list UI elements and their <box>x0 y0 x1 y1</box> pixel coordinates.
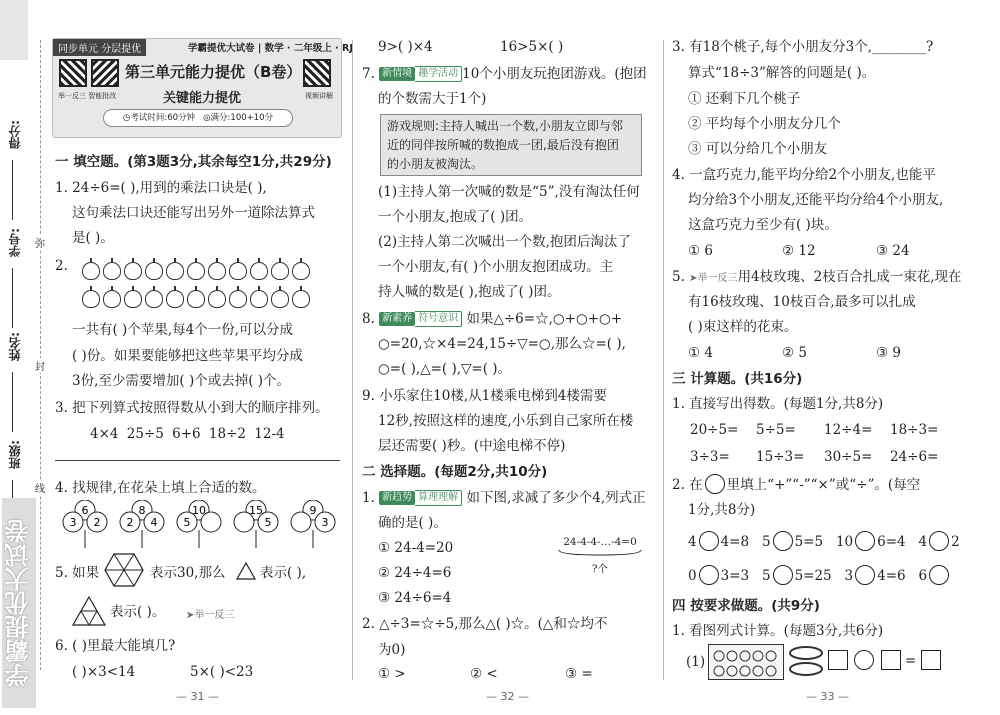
c3-option-2: ② 平均每个小朋友分几个 <box>688 116 841 132</box>
q1-line-b: 这句乘法口诀还能写出另外一道除法算式 <box>72 205 315 221</box>
c5-line-c: ( )束这样的花束。 <box>688 319 798 335</box>
k2-line-a <box>672 474 920 495</box>
game-rule-box <box>380 114 642 176</box>
rule-line-c: 的小朋友被淘汰。 <box>387 157 484 171</box>
q9-line-c: 层还需要( )秒。(中途电梯不停) <box>378 438 566 454</box>
q7-text-a: 10个小朋友玩抱团游戏。(抱团 <box>462 66 647 82</box>
q7-line-b: 的个数需大于1个) <box>378 91 487 107</box>
hexagon-icon <box>104 552 144 588</box>
q5-text-b: 表示30,那么 <box>150 565 226 581</box>
operator-term: 4=8 <box>720 534 750 550</box>
c3-line-a: 3. 有18个桃子,每个小朋友分3个,________? <box>672 39 934 55</box>
q7-1-b: 一个小朋友,抱成了( )团。 <box>378 209 533 225</box>
c2-option-1: ① > <box>378 666 406 682</box>
c2-line-b: 为0) <box>378 642 406 658</box>
score-icon: ◎ <box>203 113 211 123</box>
c5-line-b: 有16枝玫瑰、10枝百合,最多可以扎成 <box>688 294 916 310</box>
operator-term: 3=3 <box>720 568 750 584</box>
calc-item: 3÷3= <box>690 449 730 465</box>
section-3-title: 三 计算题。(共16分) <box>672 371 803 387</box>
header-subtitle: 关键能力提优 <box>163 91 242 106</box>
q9-line-b: 12秒,按照这样的速度,小乐到自己家所在楼 <box>378 413 634 429</box>
q8-line-a <box>362 309 622 329</box>
c5-option-3: ③ 9 <box>876 345 901 361</box>
r1-label: (1) <box>686 654 706 670</box>
section-2-title: 二 选择题。(每题2分,共10分) <box>362 464 548 480</box>
q7-line-a: 7. 新情境 趣学活动 10个小朋友玩抱团游戏。(抱团 <box>362 66 647 82</box>
qr-right <box>303 59 331 87</box>
q7-tag-new: 新情境 <box>379 67 415 81</box>
k1-text: 1. 直接写出得数。(每题1分,共8分) <box>672 396 884 412</box>
apple-icon <box>145 262 163 280</box>
c4-line-a: 4. 一盒巧克力,能平均分给2个小朋友,也能平 <box>672 167 936 183</box>
section-1-title: 一 填空题。(第3题3分,其余每空1分,共29分) <box>55 154 332 170</box>
c5-text-a: 用4枝玫瑰、2枝百合扎成一束花,现在 <box>737 269 962 285</box>
name-blank <box>12 372 13 432</box>
column-divider-1 <box>352 40 353 680</box>
operator-circle[interactable] <box>773 531 793 551</box>
answer-box[interactable] <box>828 650 848 670</box>
operator-term: 5=25 <box>794 568 832 584</box>
exam-score: 满分:100+10分 <box>210 113 274 123</box>
page-number-32: — 32 — <box>486 690 529 703</box>
calc-item: 12÷4= <box>824 422 873 438</box>
q8-tag-topic: 符号意识 <box>415 311 462 327</box>
c5-line-a: 5. ➤举一反三用4枝玫瑰、2枝百合扎成一束花,现在 <box>672 269 962 285</box>
apple-icon <box>229 290 247 308</box>
triangle-icon <box>236 562 256 580</box>
apple-icon <box>187 290 205 308</box>
name-label: 姓名: <box>8 332 22 361</box>
q8-text-a: 如果△÷6=☆,○+○+○+ <box>466 311 623 327</box>
operator-circle <box>705 474 725 494</box>
seal-char-3: 线 <box>35 480 45 495</box>
q2-number: 2. <box>55 258 68 274</box>
q6-item-d: 16>5×( ) <box>500 39 564 55</box>
apple-icon <box>292 262 310 280</box>
q9-line-a: 9. 小乐家住10楼,从1楼乘电梯到4楼需要 <box>362 388 607 404</box>
c4-option-3: ③ 24 <box>876 243 910 259</box>
c2-line-a: 2. △÷3=☆÷5,那么△( )☆。(△和☆均不 <box>362 616 608 632</box>
q8-line-c: ○=( ),△=( ),▽=( )。 <box>378 361 512 377</box>
flower-icon <box>120 500 164 548</box>
apple-icon <box>250 290 268 308</box>
header-title: 第三单元能力提优（B卷） <box>125 63 302 81</box>
page-number-33: — 33 — <box>806 690 849 703</box>
q7-1-a: (1)主持人第一次喊的数是“5”,没有淘汰任何 <box>378 184 640 200</box>
seal-line <box>40 40 41 670</box>
score-blank <box>12 160 13 220</box>
c1-line-a <box>362 488 646 508</box>
peach-box <box>708 644 784 680</box>
header-series: 学霸提优大试卷 | 数学 · 二年级上 · RJ <box>188 43 353 54</box>
qr-right-caption: 视频讲解 <box>305 92 333 100</box>
flower-number: 5 <box>264 516 272 529</box>
r1-text: 1. 看图列式计算。(每题3分,共6分) <box>672 623 884 639</box>
flower-icon <box>177 500 221 548</box>
c1-figure-count: ?个 <box>591 563 609 575</box>
apple-icon <box>208 262 226 280</box>
apple-row-1 <box>82 262 313 284</box>
c5-option-2: ② 5 <box>782 345 807 361</box>
plate-icons <box>788 642 824 682</box>
apple-icon <box>145 290 163 308</box>
c1-tag-new: 新趋势 <box>379 491 415 505</box>
rule-line-a: 游戏规则:主持人喊出一个数,小朋友立即与邻 <box>387 119 623 133</box>
flower-number: 10 <box>192 504 206 517</box>
q7-2-c: 持人喊的数是( ),抱成了( )团。 <box>378 284 561 300</box>
c2-option-3: ③ = <box>565 666 593 682</box>
q7-2-b: 一个小朋友,有( )个小朋友抱团成功。主 <box>378 259 614 275</box>
q3-answer-line <box>55 460 340 461</box>
operator-circle[interactable] <box>773 565 793 585</box>
operator-circle[interactable] <box>855 531 875 551</box>
subject-name: 数学 · 二年级上 · RJ <box>264 43 353 54</box>
apple-icon <box>103 290 121 308</box>
c4-line-c: 这盒巧克力至少有( )块。 <box>688 217 838 233</box>
c4-line-b: 均分给3个小朋友,还能平均分给4个小朋友, <box>688 192 944 208</box>
c2-option-2: ② < <box>470 666 498 682</box>
apple-icon <box>82 262 100 280</box>
triangle-split-icon <box>72 596 106 626</box>
q6-text: 6. ( )里最大能填几? <box>55 638 176 654</box>
margin-top-shade <box>0 0 28 60</box>
apple-icon <box>271 290 289 308</box>
c5-option-1: ① 4 <box>688 345 713 361</box>
class-label: 班级: <box>8 440 22 469</box>
operator-term: 0 <box>688 568 697 584</box>
c1-tag-topic: 算理理解 <box>415 490 462 506</box>
flower-number: 3 <box>69 516 77 529</box>
column-divider-2 <box>663 40 664 680</box>
apple-icon <box>124 290 142 308</box>
calc-item: 30÷5= <box>824 449 873 465</box>
q7-tag-topic: 趣学活动 <box>415 66 462 82</box>
flower-row <box>60 500 345 550</box>
q8-number: 8. <box>362 311 375 327</box>
apple-icon <box>124 262 142 280</box>
flower-number: 5 <box>183 516 191 529</box>
calc-item: 24÷6= <box>890 449 939 465</box>
k2-line-b: 1分,共8分) <box>688 502 756 518</box>
q5-text-c: 表示( ), <box>260 565 307 581</box>
operator-term: 3 <box>844 568 854 584</box>
q6-item-c: 9>( )×4 <box>378 39 433 55</box>
q5-text-a: 5. 如果 <box>55 565 100 581</box>
flower-number: 15 <box>249 504 263 517</box>
k2-text-a: 2. 在 <box>672 477 703 493</box>
c3-option-3: ③ 可以分给几个小朋友 <box>688 141 828 157</box>
operator-circle[interactable] <box>699 565 719 585</box>
c4-option-1: ① 6 <box>688 243 713 259</box>
apple-icon <box>292 290 310 308</box>
operator-term: 5=5 <box>794 534 824 550</box>
header-tag-left: 同步单元 分层提优 <box>53 39 146 56</box>
flower-number: 9 <box>309 504 317 517</box>
apple-icon <box>250 262 268 280</box>
q7-2-a: (2)主持人第二次喊出一个数,抱团后淘汰了 <box>378 234 631 250</box>
q2-line-b: ( )份。如果要能够把这些苹果平均分成 <box>72 348 303 364</box>
calc-item: 5÷5= <box>756 422 796 438</box>
flower-number: 8 <box>138 504 146 517</box>
q3-line-a: 3. 把下列算式按照得数从小到大的顺序排列。 <box>55 400 329 416</box>
operator-term: 6=4 <box>877 534 906 550</box>
operator-term: 2 <box>951 534 960 550</box>
flower-number: 2 <box>126 516 134 529</box>
score-label: 得分: <box>8 120 22 149</box>
q6-item-a: ( )×3<14 <box>72 664 136 680</box>
flower-number: 4 <box>150 516 158 529</box>
answer-box[interactable] <box>921 650 941 670</box>
operator-circle[interactable] <box>929 565 949 585</box>
q4-text: 4. 找规律,在花朵上填上合适的数。 <box>55 480 266 496</box>
c1-option-1: ① 24-4=20 <box>378 540 454 556</box>
c4-option-2: ② 12 <box>782 243 816 259</box>
c3-option-1: ① 还剩下几个桃子 <box>688 91 801 107</box>
q5-text-d: 表示( )。 <box>110 604 166 620</box>
flower-number: 2 <box>93 516 101 529</box>
flower-number: 3 <box>321 516 329 529</box>
apple-row-2 <box>82 290 313 312</box>
answer-box[interactable] <box>881 650 901 670</box>
id-blank <box>12 268 13 328</box>
apple-icon <box>103 262 121 280</box>
operator-circle[interactable] <box>929 531 949 551</box>
c1-option-2: ② 24÷4=6 <box>378 565 452 581</box>
id-label: 学号: <box>8 228 22 257</box>
q6-item-b: 5×( )<23 <box>190 664 254 680</box>
operator-circle[interactable] <box>854 650 874 670</box>
c1-line-b: 确的是( )。 <box>378 515 447 531</box>
q2-line-a: 一共有( )个苹果,每4个一份,可以分成 <box>72 322 293 338</box>
q1-line-c: 是( )。 <box>72 230 114 246</box>
c1-number: 1. <box>362 490 375 506</box>
apple-icon <box>229 262 247 280</box>
header-box <box>52 38 353 138</box>
q2-line-c: 3份,至少需要增加( )个或去掉( )个。 <box>72 373 291 389</box>
clock-icon: ◷ <box>122 113 131 123</box>
c3-line-b: 算式“18÷3”解答的问题是( )。 <box>688 65 876 81</box>
c1-figure <box>555 536 645 576</box>
operator-term: 10 <box>835 534 854 550</box>
operator-term: 4=6 <box>877 568 906 584</box>
r1-answer-boxes <box>828 650 941 670</box>
apple-icon <box>187 262 205 280</box>
section-4-title: 四 按要求做题。(共9分) <box>672 598 820 614</box>
apple-icon <box>166 262 184 280</box>
operator-term: 4 <box>688 534 697 550</box>
calc-item: 18÷3= <box>890 422 939 438</box>
operator-term: 4 <box>918 534 928 550</box>
apple-icon <box>271 262 289 280</box>
qr-left-2 <box>91 59 119 87</box>
exam-time: 考试时间:60分钟 <box>130 113 196 123</box>
flower-icon <box>63 500 107 548</box>
k2-text-b: 里填上“+”“-”“×”或“÷”。(每空 <box>726 477 921 493</box>
calc-item: 20÷5= <box>690 422 739 438</box>
operator-term: 5 <box>761 534 771 550</box>
c1-brace <box>555 548 645 558</box>
q5-tag: ➤举一反三 <box>186 610 235 621</box>
apple-icon <box>82 290 100 308</box>
peach-icons <box>709 645 785 681</box>
operator-circle[interactable] <box>855 565 875 585</box>
brand-vertical: 学霸提优大试卷 <box>2 498 36 708</box>
c1-figure-expr: 24-4-4-…-4=0 <box>563 536 637 548</box>
series-name: 学霸提优大试卷 <box>188 43 255 54</box>
c5-tag: ➤举一反三 <box>689 273 738 284</box>
operator-circle[interactable] <box>699 531 719 551</box>
q3-expressions: 4×4 25÷5 6+6 18÷2 12-4 <box>90 426 285 442</box>
operator-row <box>688 530 960 554</box>
qr-left-caption: 举一反三 智能批改 <box>58 92 117 100</box>
left-margin <box>0 0 52 715</box>
page-number-31: — 31 — <box>176 690 219 703</box>
equals-sign: = <box>904 653 917 669</box>
rule-line-b: 近的同伴按所喊的数抱成一团,最后没有抱团 <box>387 138 619 152</box>
operator-term: 5 <box>761 568 771 584</box>
q8-line-b: ○=20,☆×4=24,15÷▽=○,那么☆=( ), <box>378 336 626 352</box>
operator-term: 6 <box>918 568 928 584</box>
flower-icon <box>234 500 278 548</box>
c1-option-3: ③ 24÷6=4 <box>378 590 452 606</box>
calc-item: 15÷3= <box>756 449 805 465</box>
operator-row <box>688 564 951 588</box>
header-info-bar <box>103 109 293 127</box>
q8-tag-new: 新素养 <box>379 312 415 326</box>
flower-number: 6 <box>81 504 89 517</box>
qr-left-1 <box>59 59 87 87</box>
apple-icon <box>208 290 226 308</box>
apple-icon <box>166 290 184 308</box>
flower-icon <box>291 500 335 548</box>
seal-char-2: 封 <box>35 358 45 373</box>
c1-text-a: 如下图,求减了多少个4,列式正 <box>466 490 646 506</box>
q1-line-a: 1. 24÷6=( ),用到的乘法口诀是( ), <box>55 180 267 196</box>
seal-char-1: 弥 <box>35 235 45 250</box>
